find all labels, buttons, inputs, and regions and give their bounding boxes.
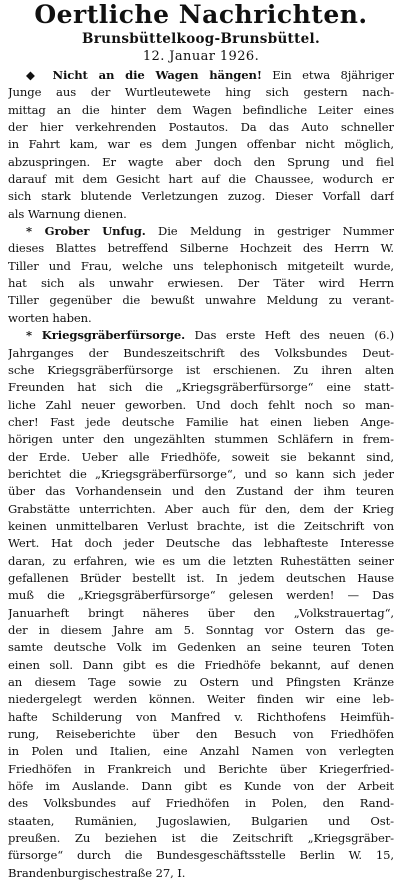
section-subtitle: Brunsbüttelkoog-Brunsbüttel. [82, 31, 320, 47]
text-line [8, 622, 394, 639]
text-line [8, 761, 394, 778]
text-run: Grabstätte unterrichten. Aber auch für den, dem der Krieg [8, 501, 394, 516]
text-run: der in diesem Jahre am 5. Sonntag vor Ostern das ge- [8, 623, 394, 637]
text-line [8, 171, 394, 188]
text-line [8, 466, 394, 483]
text-line [8, 691, 394, 708]
text-run: in Polen und Italien, eine Anzahl Namen von verlegten [8, 744, 394, 759]
text-run: in Fahrt kam, war es dem Jungen offenbar nicht möglich, [8, 137, 394, 152]
text-line [8, 310, 394, 327]
text-run: Tiller gegenüber die bewußt unwahre Meldung zu verant- [8, 293, 394, 308]
text-run: hafte Schilderung von Manfred v. Richthofens Heimfüh- [8, 709, 394, 724]
text-run: keinen unmittelbaren Verlust brachte, ist die Zeitschrift von [8, 518, 394, 533]
article-headline: * Grober Unfug. [26, 224, 146, 239]
text-line [8, 570, 394, 587]
text-line [8, 847, 394, 864]
text-run: sche Kriegsgräberfürsorge ist erschienen. Zu ihren alten [8, 362, 394, 377]
text-line [8, 414, 394, 431]
text-run: Wert. Hat doch jeder Deutsche das lebhafteste Interesse [8, 536, 394, 551]
text-line [8, 518, 394, 535]
text-line [8, 327, 394, 344]
text-run: Tiller und Frau, welche uns telephonisch mitgeteilt wurde, [8, 258, 394, 273]
text-line [8, 535, 394, 552]
text-line [8, 84, 394, 101]
text-line [8, 483, 394, 500]
text-run: der Erde. Ueber alle Friedhöfe, soweit sie bekannt sind, [8, 449, 394, 464]
text-line [8, 136, 394, 153]
text-line [8, 865, 394, 882]
text-line [8, 240, 394, 257]
text-run: niedergelegt werden können. Weiter finden wir eine leb- [8, 692, 394, 707]
text-run: staaten, Rumänien, Jugoslawien, Bulgarien und Ost- [8, 813, 394, 828]
text-run: hat sich als unwahr erwiesen. Der Täter wird Herrn [8, 276, 394, 291]
text-line [8, 258, 394, 275]
text-run: abzuspringen. Er wagte aber doch den Sprung und fiel [8, 154, 394, 169]
text-run: liche Zahl neuer geworben. Und doch fehlt noch so man- [8, 397, 394, 412]
masthead [8, 0, 394, 66]
text-line [8, 553, 394, 570]
text-run: worten haben. [8, 310, 92, 325]
text-run: mittag an die hinter dem Wagen befindliche Leiter eines [8, 102, 394, 117]
section-title: Oertliche Nachrichten. [34, 0, 368, 29]
text-run: als Warnung dienen. [8, 206, 127, 221]
text-run: Januarheft bringt näheres über den „Volkstrauertag“, [8, 605, 394, 620]
text-line [8, 587, 394, 604]
text-line [8, 657, 394, 674]
text-run: Jahrganges der Bundeszeitschrift des Volksbundes Deut- [8, 345, 394, 360]
text-run: Brandenburgischestraße 27, I. [8, 865, 186, 880]
text-run: fürsorge“ durch die Bundesgeschäftsstelle Berlin W. 15, [8, 848, 394, 863]
text-line [8, 223, 394, 240]
text-run: einen soll. Dann gibt es die Friedhöfe bekannt, auf denen [8, 657, 394, 672]
text-run: preußen. Zu beziehen ist die Zeitschrift „Kriegsgräber- [8, 831, 394, 846]
text-run: gefallenen Brüder bestellt ist. In jedem deutschen Hause [8, 570, 394, 585]
text-run: an diesem Tage sowie zu Ostern und Pfingsten Kränze [8, 675, 394, 690]
text-line [8, 275, 394, 292]
text-line [8, 154, 394, 171]
text-run: höfe im Auslande. Dann gibt es Kunde von der Arbeit [8, 779, 394, 794]
text-run: Friedhöfen in Frankreich und Berichte über Kriegerfried- [8, 761, 394, 776]
text-line [8, 102, 394, 119]
text-line [8, 778, 394, 795]
text-line [8, 67, 394, 84]
text-line [8, 362, 394, 379]
text-line [8, 379, 394, 396]
text-run: Junge aus der Wurtleutewete hing sich gestern nach- [8, 85, 394, 100]
text-run: daran, zu erfahren, wie es um die letzten Ruhestätten seiner [8, 553, 394, 568]
article-headline: * Kriegsgräberfürsorge. [26, 328, 186, 343]
text-line [8, 431, 394, 448]
text-line [8, 709, 394, 726]
text-run: darauf mit dem Gesicht hart auf die Chaussee, wodurch er [8, 172, 394, 187]
text-run: über das Vorhandensein und den Zustand der ihm teuren [8, 484, 394, 499]
text-run: muß die „Kriegsgräberfürsorge“ gelesen werden! — Das [8, 588, 394, 603]
text-run: samte deutsche Volk im Gedenken an seine teuren Toten [8, 640, 394, 655]
text-run: rung, Reiseberichte über den Besuch von Friedhöfen [8, 727, 394, 742]
text-line [8, 292, 394, 309]
text-line [8, 639, 394, 656]
text-line [8, 813, 394, 830]
text-line [8, 830, 394, 847]
issue-date: 12. Januar 1926. [142, 49, 260, 64]
text-run: dieses Blattes betreffend Silberne Hochzeit des Herrn W. [8, 241, 394, 256]
text-line [8, 345, 394, 362]
text-line [8, 674, 394, 691]
article-body [8, 67, 394, 882]
text-run: hörigen unter den ungezählten stummen Schläfern in frem- [8, 432, 394, 447]
article-headline: ◆ Nicht an die Wagen hängen! [26, 68, 262, 82]
text-line [8, 206, 394, 223]
text-line [8, 188, 394, 205]
text-line [8, 605, 394, 622]
text-run: des Volksbundes auf Friedhöfen in Polen, den Rand- [8, 796, 394, 811]
text-line [8, 449, 394, 466]
article-2 [8, 223, 394, 327]
text-line [8, 501, 394, 518]
text-line [8, 743, 394, 760]
text-run: Das erste Heft des neuen (6.) [185, 328, 394, 343]
text-line [8, 119, 394, 136]
article-3 [8, 327, 394, 882]
text-line [8, 795, 394, 812]
text-line [8, 726, 394, 743]
text-run: Freunden hat sich die „Kriegsgräberfürsorge“ eine statt- [8, 380, 394, 395]
text-run: Die Meldung in gestriger Nummer [145, 224, 394, 239]
text-run: der hier verkehrenden Postautos. Da das Auto schneller [8, 120, 394, 135]
text-run: cher! Fast jede deutsche Familie hat einen lieben Ange- [8, 414, 394, 429]
text-run: berichtet die „Kriegsgräberfürsorge“, und so kann sich jeder [8, 466, 394, 481]
article-1 [8, 67, 394, 223]
text-run: sich stark blutende Verletzungen zuzog. Dieser Vorfall darf [8, 189, 394, 204]
text-line [8, 397, 394, 414]
text-run: Ein etwa 8jähriger [261, 68, 394, 82]
